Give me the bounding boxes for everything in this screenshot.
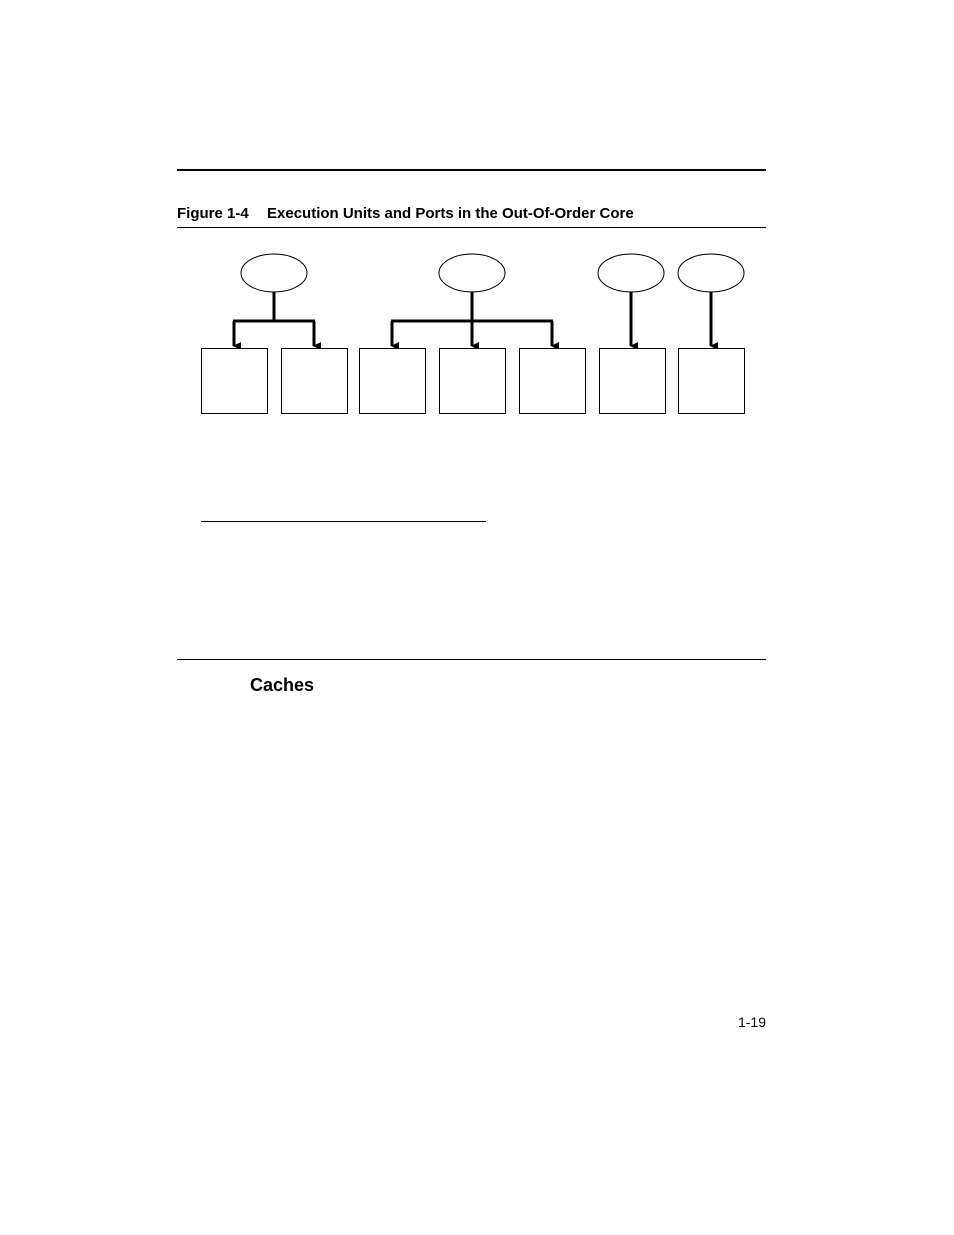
page-number: 1-19 — [737, 1014, 766, 1030]
port-2-ellipse — [598, 254, 664, 292]
figure-title: Execution Units and Ports in the Out-Of-Order Core — [267, 205, 634, 222]
port-2-3-connectors — [631, 292, 711, 346]
unit-box-4 — [440, 349, 506, 414]
figure-end-rule — [177, 659, 766, 660]
unit-box-2 — [282, 349, 348, 414]
port-1-ellipse — [439, 254, 505, 292]
port-3-ellipse — [678, 254, 744, 292]
unit-box-5 — [520, 349, 586, 414]
execution-ports-diagram — [0, 0, 954, 560]
unit-box-6 — [600, 349, 666, 414]
figure-number: Figure 1-4 — [177, 205, 249, 222]
note-rule — [201, 521, 486, 522]
unit-box-1 — [202, 349, 268, 414]
port-1-connectors — [391, 292, 553, 346]
unit-box-7 — [679, 349, 745, 414]
unit-box-3 — [360, 349, 426, 414]
port-0-connectors — [233, 292, 315, 346]
section-heading: Caches — [250, 675, 315, 695]
port-0-ellipse — [241, 254, 307, 292]
